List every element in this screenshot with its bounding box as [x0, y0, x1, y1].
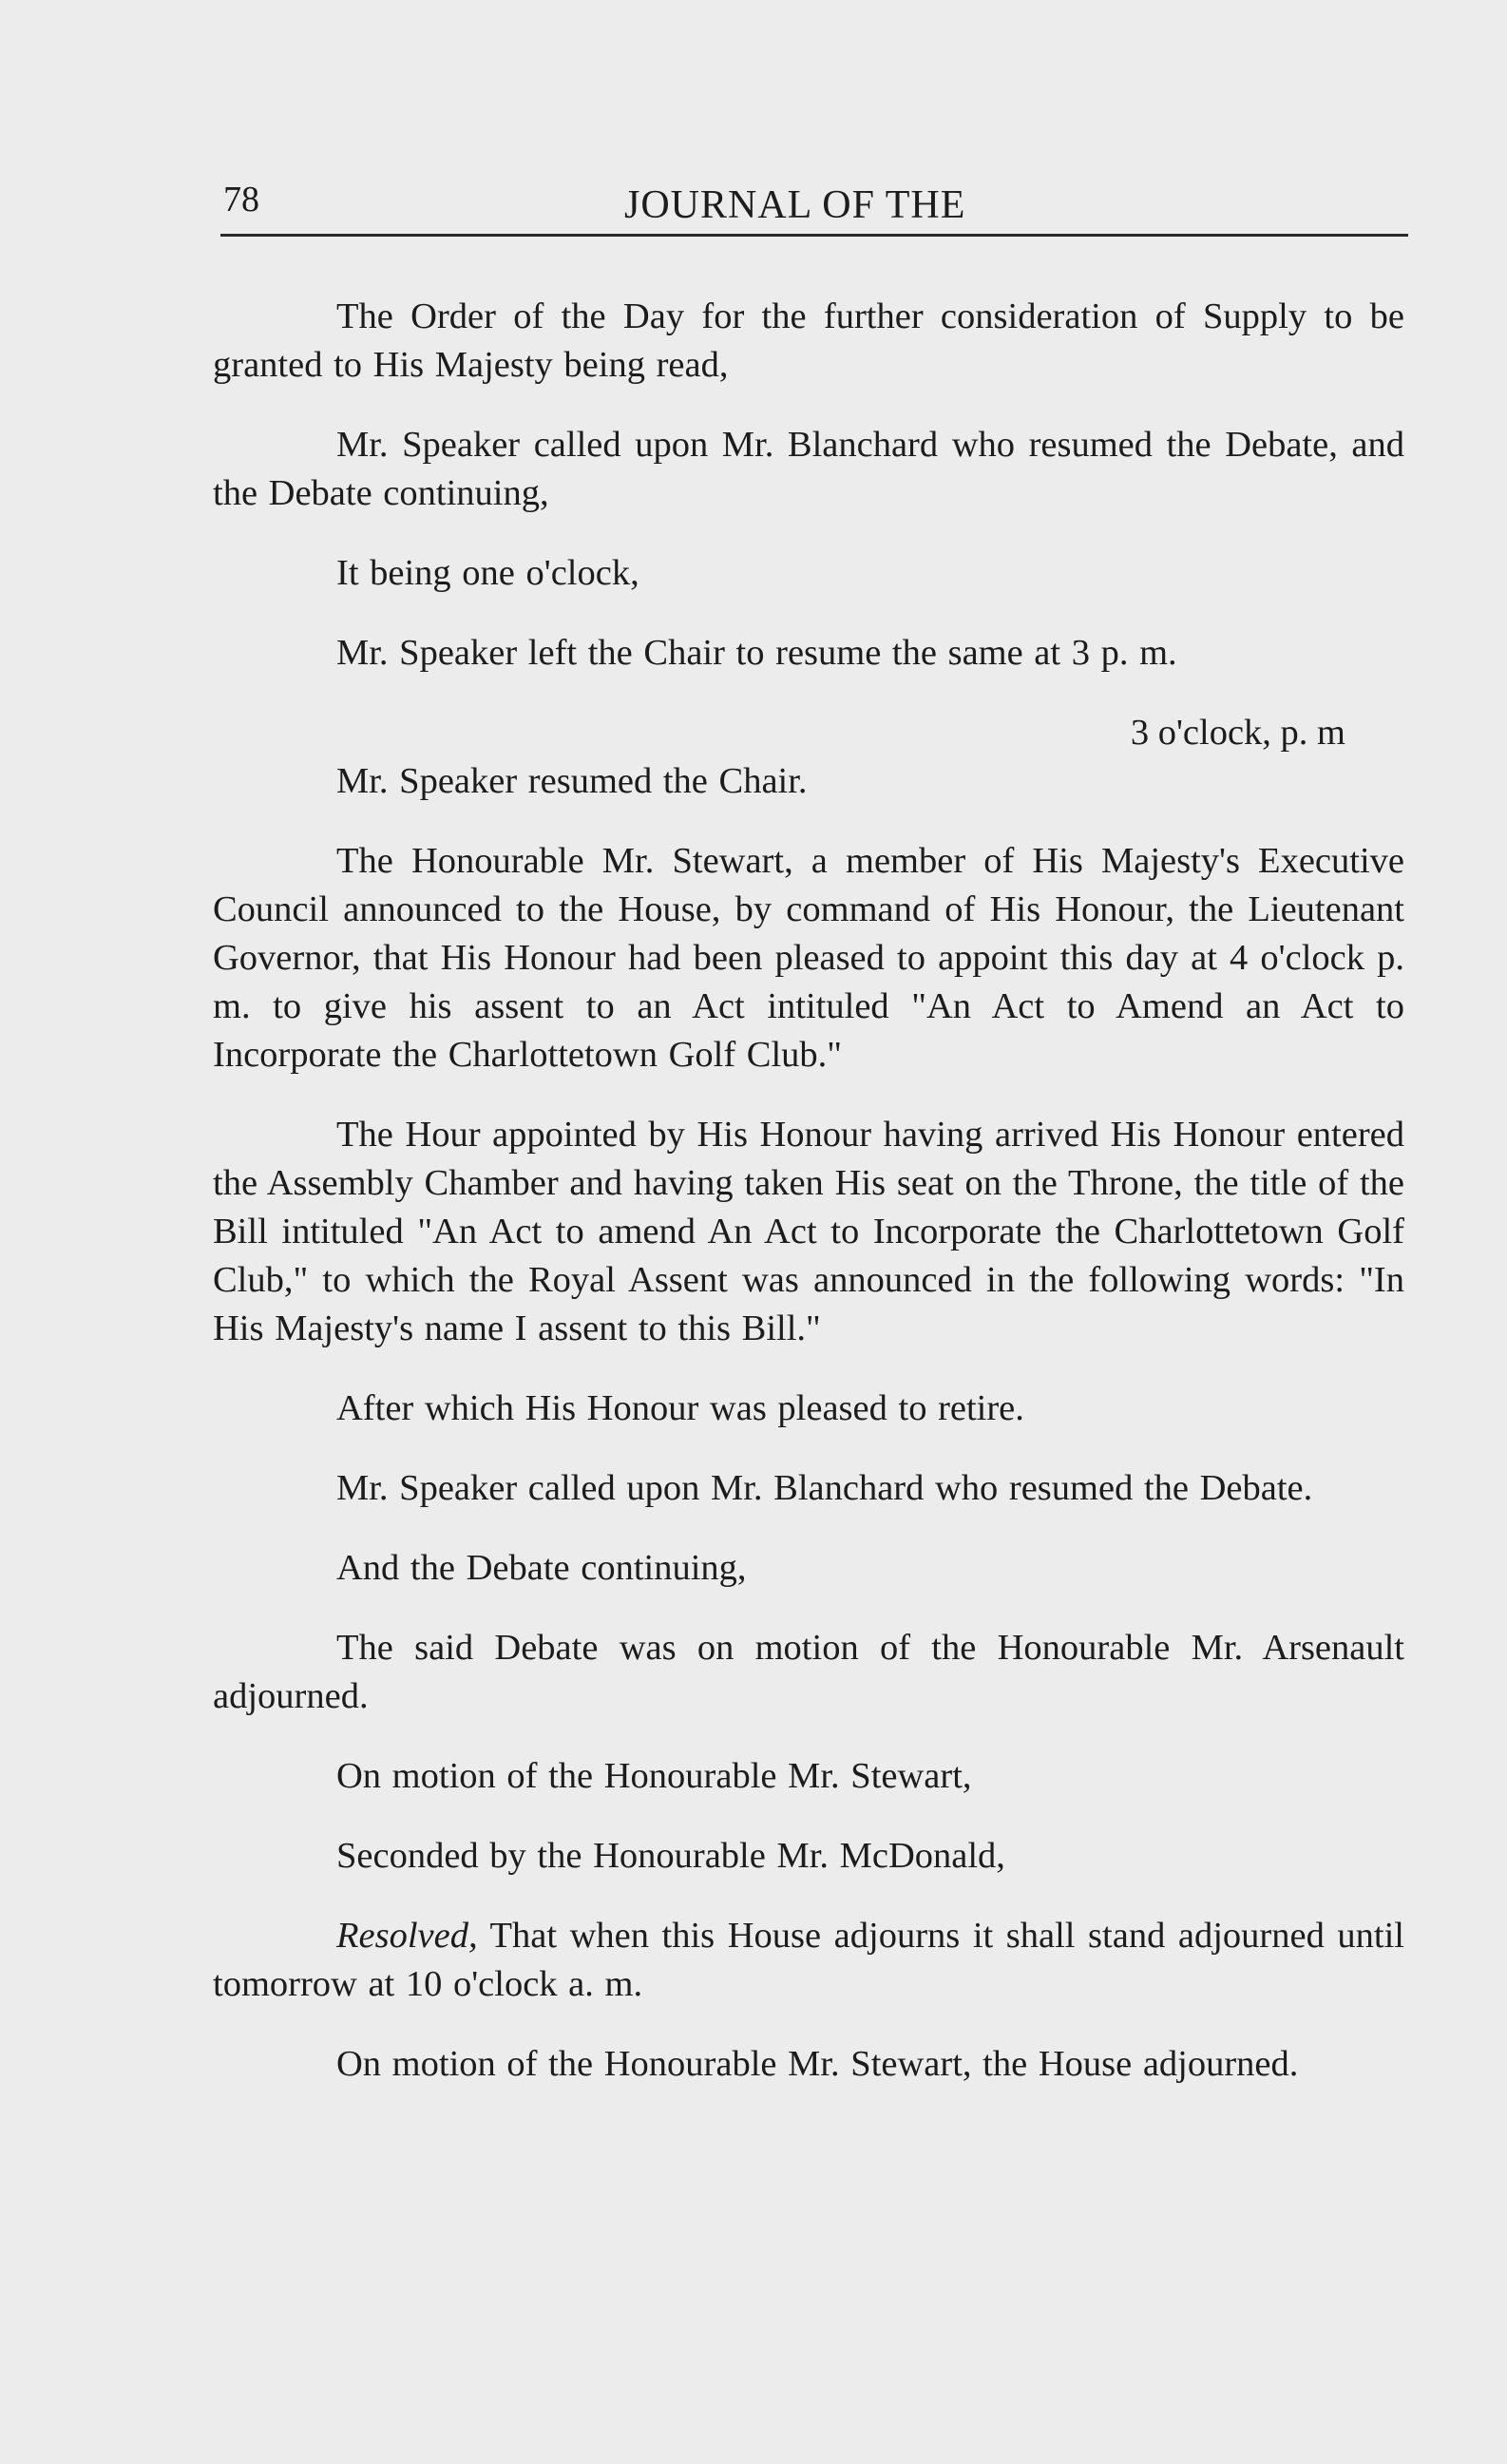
paragraph-seconded: Seconded by the Honourable Mr. McDonald,	[336, 1836, 1005, 1876]
paragraph-retire: After which His Honour was pleased to retire.	[336, 1388, 1024, 1428]
paragraph-resolved	[213, 1912, 1404, 2009]
paragraph-speaker-called: Mr. Speaker called upon Mr. Blanchard who resumed the Debate, and the Debate continuing,	[213, 425, 1404, 513]
journal-body	[213, 293, 1404, 2120]
running-head: JOURNAL OF THE	[624, 183, 966, 227]
paragraph-motion: On motion of the Honourable Mr. Stewart,	[336, 1756, 972, 1796]
page-header	[220, 179, 1408, 238]
paragraph-debate-adjourned: The said Debate was on motion of the Honourable Mr. Arsenault adjourned.	[213, 1628, 1404, 1716]
time-marker: 3 o'clock, p. m	[1130, 713, 1345, 753]
paragraph-resumed-chair: Mr. Speaker resumed the Chair.	[336, 761, 808, 801]
page-number: 78	[223, 180, 259, 220]
paragraph-royal-assent: The Hour appointed by His Honour having arrived His Honour entered the Assembly Chamber and having taken His seat on the Throne, the title of the Bill intituled "An Act to amend An Act to Incorporate the Charlottetown Golf Club," to which the Royal Assent was announced in the following words: "In His Majesty's name I assent to this Bill."	[213, 1115, 1404, 1348]
paragraph-order-of-day: The Order of the Day for the further consideration of Supply to be granted to His Majesty being read,	[213, 296, 1404, 385]
paragraph-one-oclock: It being one o'clock,	[336, 553, 639, 593]
paragraph-debate-resumed: Mr. Speaker called upon Mr. Blanchard who resumed the Debate.	[336, 1468, 1313, 1508]
paragraph-house-adjourned: On motion of the Honourable Mr. Stewart, the House adjourned.	[336, 2044, 1299, 2084]
paragraph-council-announcement: The Honourable Mr. Stewart, a member of His Majesty's Executive Council announced to the House, by command of His Honour, the Lieutenant Governor, that His Honour had been pleased to appoint this day at 4 o'clock p. m. to give his assent to an Act intituled "An Act to Amend an Act to Incorporate the Charlottetown Golf Club."	[213, 841, 1404, 1075]
resolved-text: That when this House adjourns it shall stand adjourned until tomorrow at 10 o'clock a. m.	[213, 1916, 1404, 2004]
header-rule	[220, 234, 1408, 237]
paragraph-debate-continuing: And the Debate continuing,	[336, 1548, 747, 1588]
resolved-label: Resolved,	[336, 1916, 478, 1956]
paragraph-left-chair: Mr. Speaker left the Chair to resume the same at 3 p. m.	[336, 633, 1177, 673]
